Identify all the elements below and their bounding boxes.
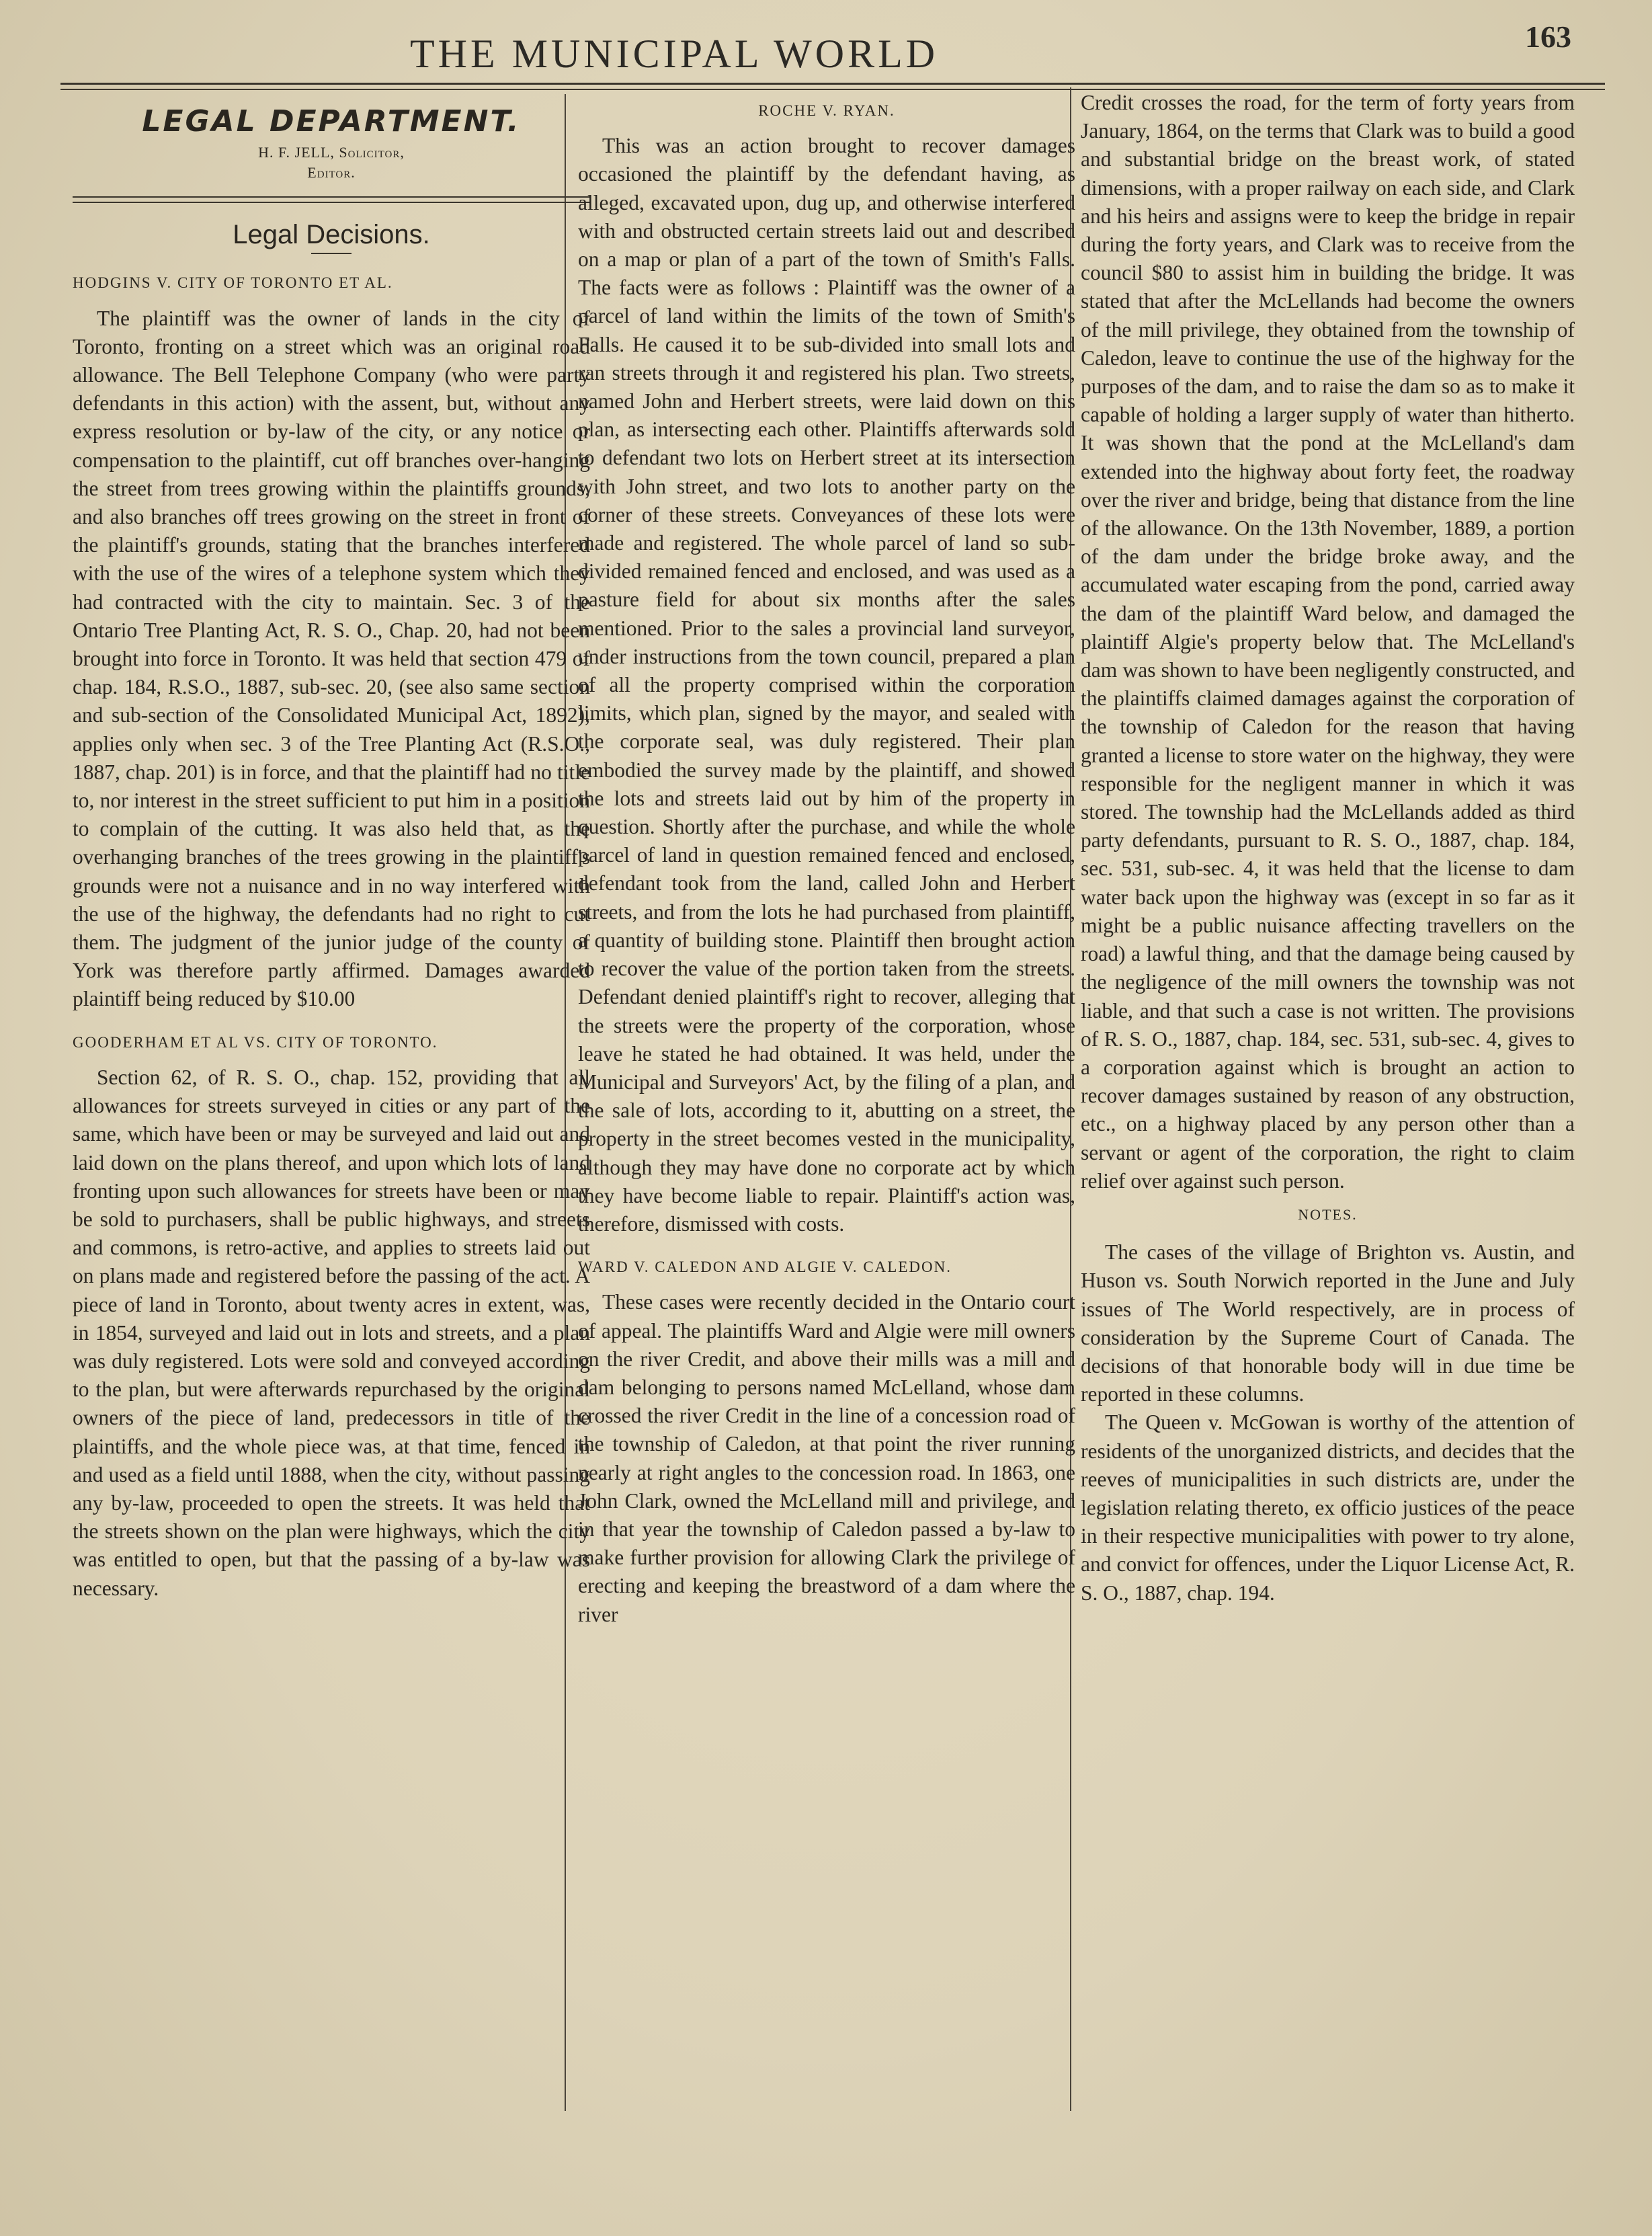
case-heading: HODGINS V. CITY OF TORONTO ET AL.	[73, 274, 393, 292]
department-title: LEGAL DEPARTMENT.	[142, 104, 521, 138]
editor-line	[73, 143, 590, 183]
page-header	[60, 19, 1605, 93]
case-text: The plaintiff was the owner of lands in the city of Toronto, fronting on a street which was an original road allowance. The Bell Telephone Company (who were party defendants in this action) with the assent, but, without any express resolution or by-law of the city, or any notice or compensation to the plaintiff, cut off branches over-hanging the street from trees growing within the plaintiffs grounds, and also branches off trees growing on the street in front of the plaintiff's grounds, stating that the branches interfered with the use of the wires of a telephone system which they had contracted with the city to maintain. Sec. 3 of the Ontario Tree Planting Act, R. S. O., Chap. 20, had not been brought into force in Toronto. It was held that section 479 of chap. 184, R.S.O., 1887, sub-sec. 20, (see also same section and sub-section of the Consolidated Municipal Act, 1892), applies only when sec. 3 of the Tree Planting Act (R.S.O., 1887, chap. 201) is in force, and that the plaintiff had no title to, nor interest in the street sufficient to put him in a position to complain of the cutting. It was also held that, as the overhanging branches of the trees growing in the plaintiff's grounds were not a nuisance and in no way interfered with the use of the highway, the defendants had no right to cut them. The judgment of the junior judge of the county of York was therefore partly affirmed. Damages awarded plaintiff being reduced by $10.00	[73, 306, 590, 1011]
case-heading: WARD V. CALEDON AND ALGIE V. CALEDON.	[578, 1259, 952, 1276]
case-text: This was an action brought to recover damages occasioned the plaintiff by the defendant having, as alleged, excavated upon, dug up, and otherwise interfered with and obstructed certain streets laid out and described on a map or plan of a part of the town of Smith's Falls. The facts were as follows : Plaintiff was the owner of a parcel of land within the limits of the town of Smith's Falls. He caused it to be sub-divided into small lots and ran streets through it and registered his plan. Two streets, named John and Herbert streets, were laid down on this plan, as intersecting each other. Plaintiffs afterwards sold to defendant two lots on Herbert street at its intersection with John street, and two lots to another party on the corner of these streets. Conveyances of these lots were made and registered. The whole parcel of land so sub-divided remained fenced and enclosed, and was used as a pasture field for about six months after the sales mentioned. Prior to the sales a provincial land surveyor, under instructions from the town council, prepared a plan of all the property comprised within the corporation limits, which plan, signed by the mayor, and sealed with the corporate seal, was duly registered. Their plan embodied the survey made by the plaintiff, and showed the lots and streets laid out by him of the property in question. Shortly after the purchase, and while the whole parcel of land in question remained fenced and enclosed, defendant took from the land, called John and Herbert streets, and from the lots he had purchased from plaintiff, a quantity of building stone. Plaintiff then brought action to recover the value of the portion taken from the streets. Defendant denied plaintiff's right to recover, alleging that the streets were the property of the corporation, whose leave he stated he had obtained. It was held, under the Municipal and Surveyors' Act, by the filing of a plan, and the sale of lots, according to it, abutting on a street, the property in the street becomes vested in the municipality, although they may have done no corporate act by which they have become liable to repair. Plaintiff's action was, therefore, dismissed with costs.	[578, 134, 1075, 1236]
column-2	[578, 94, 1075, 1629]
editor-name: H. F. JELL, Solicitor,	[258, 144, 405, 161]
notes-heading: NOTES.	[1298, 1205, 1358, 1223]
case-text-continued: Credit crosses the road, for the term of forty years from January, 1864, on the terms that Clark was to build a good and substantial bridge on the breast work, of stated dimensions, with a proper railway on each side, and Clark and his heirs and assigns were to keep the bridge in repair during the forty years, and Clark was to receive from the council $80 to assist him in building the bridge. It was stated that after the McLellands had become the owners of the mill privilege, they obtained from the township of Caledon, leave to continue the use of the highway for the purposes of the dam, and to raise the dam so as to make it capable of holding a larger supply of water than hitherto. It was shown that the pond at the McLelland's dam extended into the highway about forty feet, the roadway over the river and bridge, being that distance from the line of the allowance. On the 13th November, 1889, a portion of the dam under the bridge broke away, and the accumulated water escaping from the pond, carried away the dam of the plaintiff Ward below, and damaged the plaintiff Algie's property below that. The McLelland's dam was shown to have been negligently constructed, and the plaintiffs claimed damages against the corporation of the township of Caledon for the reason that having granted a license to store water on the highway, they were responsible for the negligent manner in which it was stored. The township had the McLellands added as third party defendants, pursuant to R. S. O., 1887, chap. 184, sec. 531, sub-sec. 4, it was held that the license to dam water back upon the highway was (except in so far as it might be a public nuisance affecting travellers on the road) a lawful thing, and that the damage being caused by the negligence of the mill owners the township was not liable, and that such a case is not written. The provisions of R. S. O., 1887, chap. 184, sec. 531, sub-sec. 4, gives to a corporation against which is brought an action to recover damages sustained by reason of any obstruction, etc., on a highway placed by any person other than a servant or agent of the corporation, the right to claim relief over against such person.	[1081, 91, 1575, 1193]
header-rule	[60, 83, 1605, 85]
case-heading: ROCHE V. RYAN.	[758, 102, 895, 119]
notes-paragraph: The cases of the village of Brighton vs. Austin, and Huson vs. South Norwich reported in the June and July issues of The World respectively, are in process of consideration by the Supreme Court of Canada. The decisions of that honorable body will in due time be reported in these columns.	[1081, 1240, 1575, 1406]
case-text: Section 62, of R. S. O., chap. 152, providing that all allowances for streets surveyed in cities or any part of the same, which have been or may be surveyed and laid out and laid down on the plans thereof, and upon which lots of land fronting upon such allowances for streets have been or may be sold to purchasers, shall be public highways, and streets and commons, is retro-active, and applies to streets laid out on plans made and registered before the passing of the act. A piece of land in Toronto, about twenty acres in extent, was, in 1854, surveyed and laid out in lots and streets, and a plan was duly registered. Lots were sold and conveyed according to the plan, but were afterwards repurchased by the original owners of the piece of land, predecessors in title of the plaintiffs, and the whole piece was, at that time, fenced in and used as a field until 1888, when the city, without passing any by-law, proceeded to open the streets. It was held that the streets shown on the plan were highways, which the city was entitled to open, but that the passing of a by-law was necessary.	[73, 1065, 590, 1600]
section-divider	[73, 196, 590, 203]
editor-role: Editor.	[307, 164, 356, 182]
section-title: Legal Decisions.	[233, 220, 430, 250]
case-heading: GOODERHAM ET AL VS. CITY OF TORONTO.	[73, 1033, 438, 1051]
page-number: 163	[1525, 19, 1571, 54]
short-divider	[311, 253, 352, 254]
case-text: These cases were recently decided in the Ontario court of appeal. The plaintiffs Ward and Algie were mill owners on the river Credit, and above their mills was a mill and dam belonging to persons named McLelland, whose dam crossed the river Credit in the line of a concession road of the township of Caledon, at that point the river running nearly at right angles to the concession road. In 1863, one John Clark, owned the McLelland mill and privilege, and in that year the township of Caledon passed a by-law to make further provision for allowing Clark the privilege of erecting and keeping the breastword of a dam where the river	[578, 1290, 1075, 1626]
column-3	[1081, 89, 1575, 1607]
notes-paragraph: The Queen v. McGowan is worthy of the attention of residents of the unorganized districts, and decides that the reeves of municipalities in such districts are, under the legislation relating thereto, ex officio justices of the peace in their respective municipalities with power to try alone, and convict for offences, under the Liquor License Act, R. S. O., 1887, chap. 194.	[1081, 1410, 1575, 1605]
masthead: THE MUNICIPAL WORLD	[410, 32, 939, 76]
column-1	[73, 94, 590, 1603]
